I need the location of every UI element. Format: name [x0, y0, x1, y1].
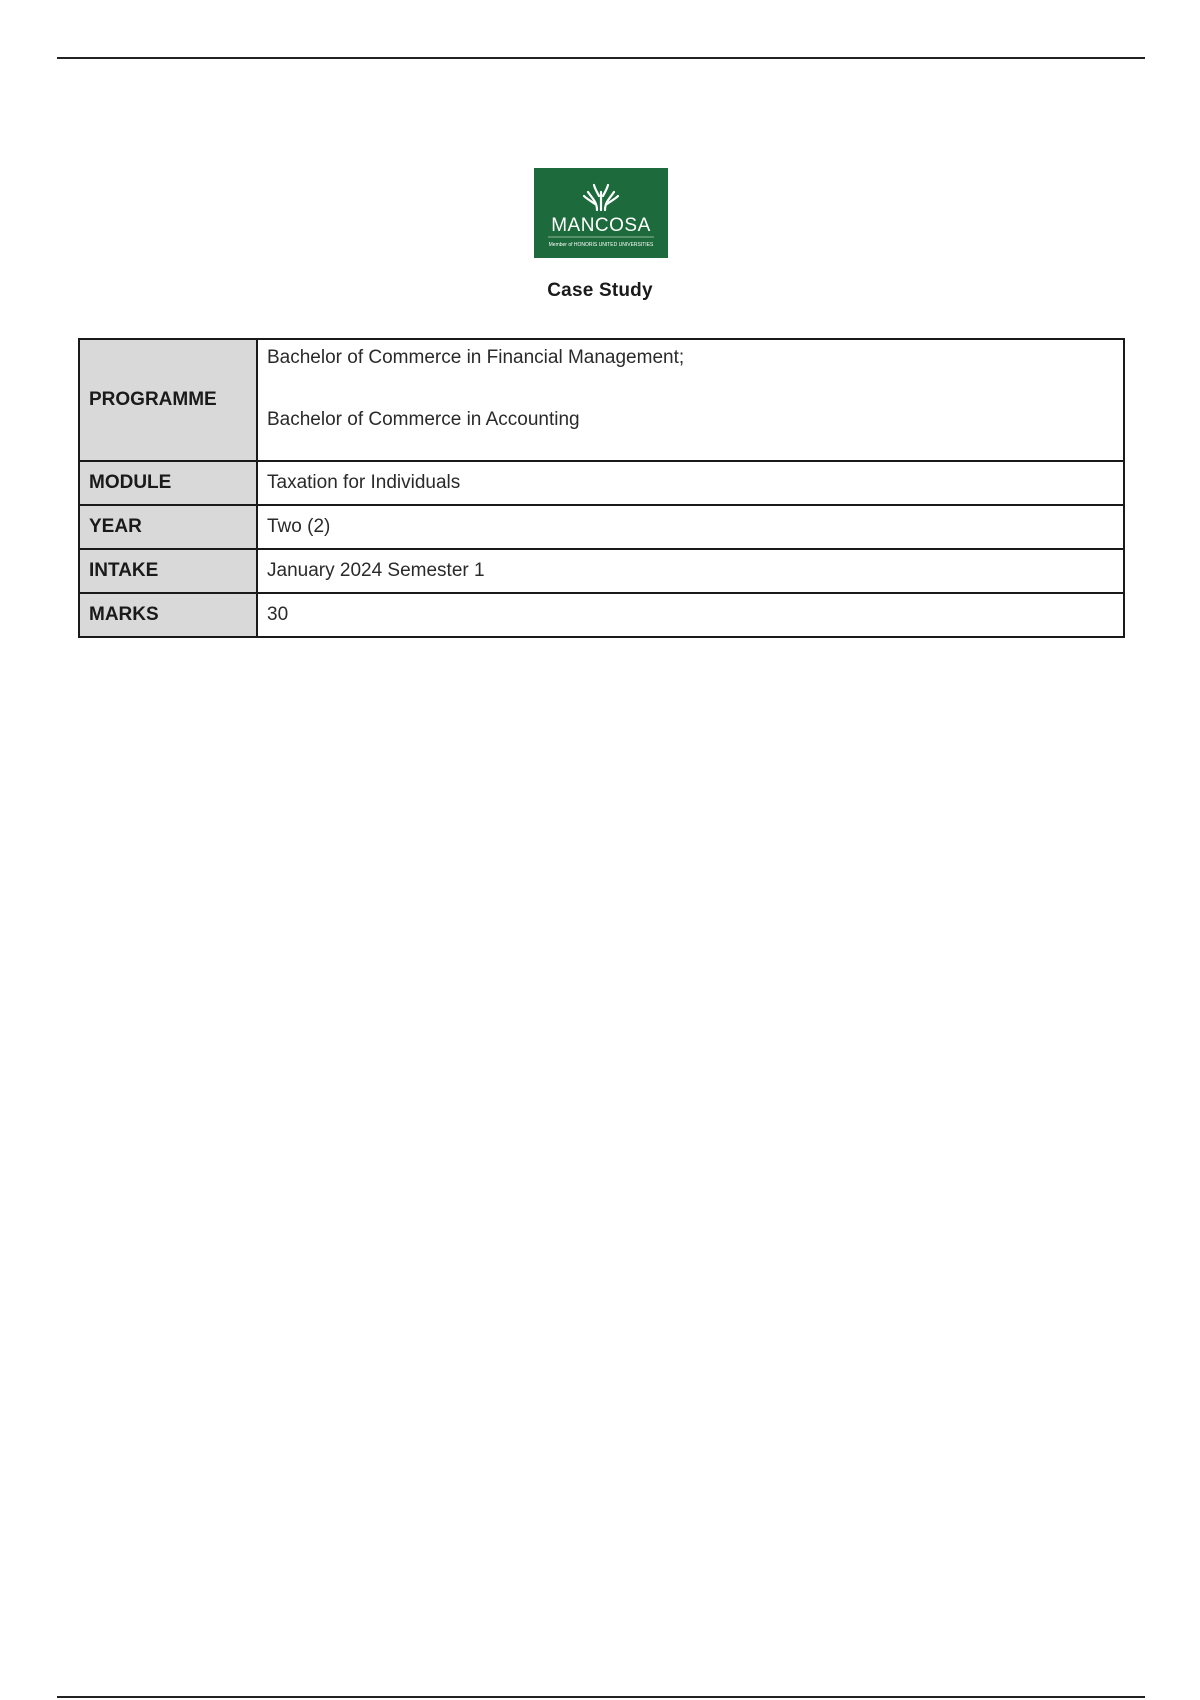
svg-text:MANCOSA: MANCOSA — [551, 215, 651, 236]
row-value-year: Two (2) — [257, 505, 1124, 549]
mancosa-logo-graphic — [534, 168, 668, 258]
row-value-marks: 30 — [257, 593, 1124, 637]
row-label-year: YEAR — [79, 505, 257, 549]
row-label-intake: INTAKE — [79, 549, 257, 593]
row-label-programme: PROGRAMME — [79, 339, 257, 461]
table-row-intake — [79, 549, 1124, 593]
table-row-marks — [79, 593, 1124, 637]
row-label-module: MODULE — [79, 461, 257, 505]
table-row-programme — [79, 339, 1124, 461]
table-row-module — [79, 461, 1124, 505]
row-value-intake: January 2024 Semester 1 — [257, 549, 1124, 593]
footer-rule — [57, 1696, 1145, 1698]
programme-line-2: Bachelor of Commerce in Accounting — [267, 409, 580, 430]
svg-text:Member of HONORIS UNITED UNIVE: Member of HONORIS UNITED UNIVERSITIES — [548, 242, 654, 248]
table-row-year — [79, 505, 1124, 549]
row-value-programme — [257, 339, 1124, 461]
page-title: Case Study — [547, 280, 653, 301]
row-label-marks: MARKS — [79, 593, 257, 637]
mancosa-logo — [534, 168, 668, 258]
row-value-module: Taxation for Individuals — [257, 461, 1124, 505]
module-info-table — [78, 338, 1125, 638]
header-rule — [57, 57, 1145, 59]
programme-line-1: Bachelor of Commerce in Financial Management; — [267, 347, 685, 368]
